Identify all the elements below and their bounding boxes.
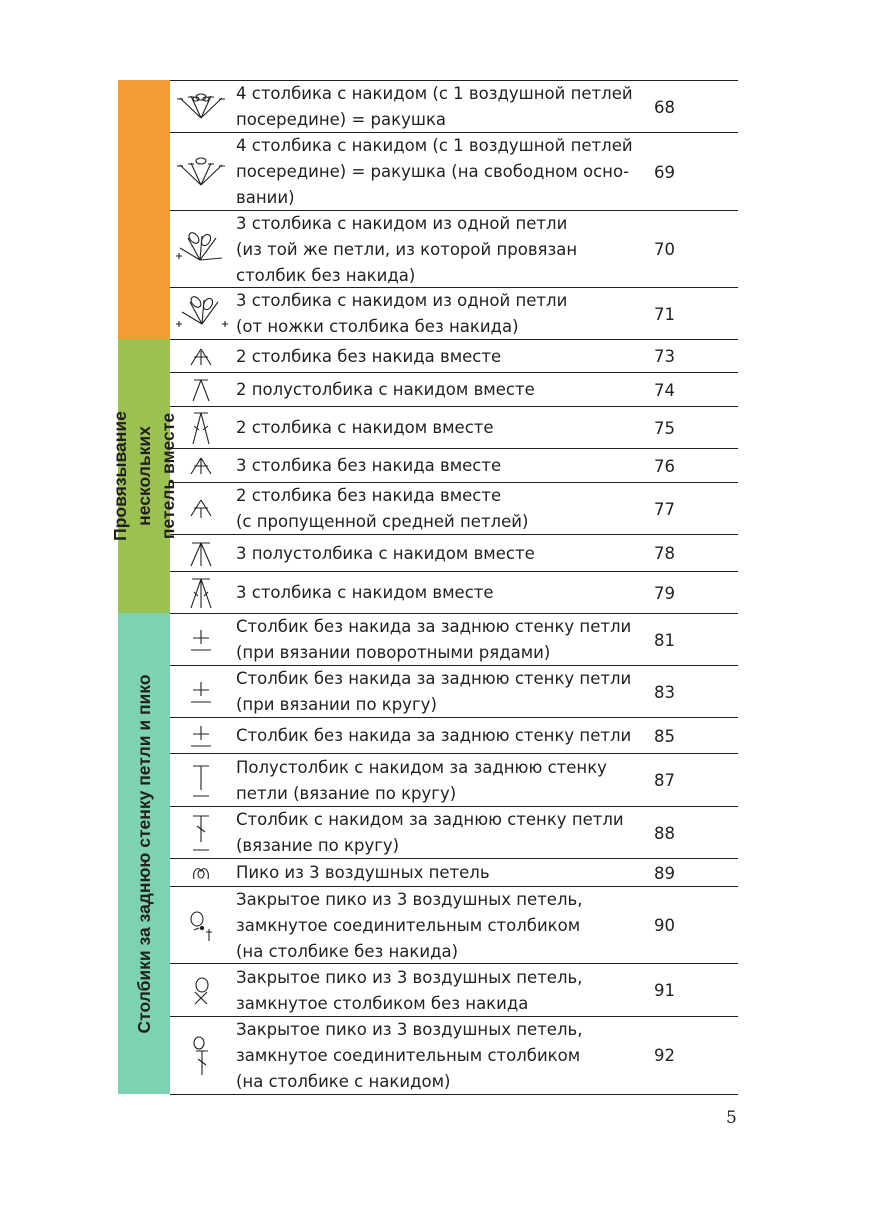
section-back-loop-picot — [118, 613, 170, 1094]
row-description: 2 столбика без накида вместе — [236, 346, 502, 366]
row-description: 3 столбика без накида вместе — [236, 456, 502, 475]
table-row — [170, 665, 738, 718]
table-row — [170, 571, 738, 614]
row-description: Закрытое пико из 3 воздушных петель, замкнутое столбиком без накида — [236, 967, 583, 1013]
row-page-number: 77 — [654, 499, 675, 519]
dc2tog-icon — [170, 407, 232, 449]
row-description: Столбик без накида за заднюю стенку петли (при вязании поворотными рядами) — [236, 617, 632, 662]
dc-blo-icon — [170, 807, 232, 859]
closed-picot-slst-icon — [170, 887, 232, 964]
row-description: Столбик с накидом за заднюю стенку петли (вязание по кругу) — [236, 810, 624, 855]
table-row — [170, 806, 738, 859]
table-row — [170, 753, 738, 807]
row-page-number: 92 — [654, 1046, 675, 1065]
row-page-number: 85 — [654, 726, 675, 746]
table-row — [170, 613, 738, 666]
hdc2tog-icon — [170, 373, 232, 407]
table-row — [170, 339, 738, 373]
row-description: Закрытое пико из 3 воздушных петель, замкнутое соединительным столбиком (на столбике без накида) — [236, 889, 583, 961]
table-row — [170, 1016, 738, 1095]
row-description: 3 столбика с накидом из одной петли (от ножки столбика без накида) — [236, 291, 568, 336]
table-row — [170, 482, 738, 535]
row-description: 2 полустолбика с накидом вместе — [236, 380, 535, 399]
hdc3tog-icon — [170, 535, 232, 572]
table-row — [170, 80, 738, 133]
row-page-number: 78 — [654, 544, 675, 563]
shell-4-dc-open-icon — [170, 133, 232, 211]
table-row — [170, 372, 738, 407]
sc-blo-plain-icon — [170, 718, 232, 754]
table-row — [170, 287, 738, 340]
table-row — [170, 406, 738, 449]
table-row — [170, 886, 738, 964]
section-label-back-loop-picot: Столбики за заднюю стенку петли и пико — [134, 673, 154, 1034]
table-row — [170, 132, 738, 211]
row-page-number: 69 — [654, 162, 675, 182]
section-decreases — [110, 339, 178, 613]
hdc-blo-icon — [170, 754, 232, 807]
row-page-number: 83 — [654, 682, 675, 702]
table-row — [170, 534, 738, 572]
row-page-number: 68 — [654, 97, 675, 117]
sc2tog-icon — [170, 340, 232, 373]
row-page-number: 79 — [654, 583, 675, 603]
row-page-number: 88 — [654, 823, 675, 843]
section-label-decreases: Провязывание нескольких петель вместе — [110, 411, 178, 541]
row-description: 3 полустолбика с накидом вместе — [236, 543, 535, 563]
table-row — [170, 448, 738, 483]
row-description: 2 столбика без накида вместе (с пропущенной средней петлей) — [236, 486, 529, 531]
row-description: 4 столбика с накидом (с 1 воздушной петлей посередине) = ракушка — [236, 84, 633, 129]
page-number: 5 — [726, 1108, 737, 1128]
row-page-number: 90 — [654, 916, 675, 935]
row-page-number: 76 — [654, 456, 675, 476]
row-page-number: 87 — [654, 771, 675, 790]
row-page-number: 91 — [654, 981, 675, 1000]
row-page-number: 71 — [654, 304, 675, 324]
closed-picot-sc-icon — [170, 964, 232, 1017]
row-page-number: 73 — [654, 347, 675, 366]
table-row — [170, 963, 738, 1017]
row-page-number: 74 — [654, 380, 675, 400]
row-description: Столбик без накида за заднюю стенку петли (при вязании по кругу) — [236, 669, 632, 714]
section-shells — [118, 80, 170, 339]
row-description: Закрытое пико из 3 воздушных петель, замкнутое соединительным столбиком (на столбике с накидом) — [236, 1019, 583, 1091]
three-dc-one-stitch-icon — [170, 211, 232, 288]
row-description: 4 столбика с накидом (с 1 воздушной петлей посередине) = ракушка (на свободном осно- вании) — [236, 136, 633, 207]
row-description: Полустолбик с накидом за заднюю стенку петли (вязание по кругу) — [236, 757, 607, 803]
row-page-number: 70 — [654, 240, 675, 259]
three-dc-stem-icon — [170, 288, 232, 340]
sc2tog-skip-icon — [170, 483, 232, 535]
table-row — [170, 210, 738, 288]
row-description: Пико из 3 воздушных петель — [236, 863, 490, 882]
sc-blo-icon — [170, 614, 232, 666]
row-description: 3 столбика с накидом вместе — [236, 583, 494, 602]
row-page-number: 89 — [654, 863, 675, 883]
row-page-number: 75 — [654, 418, 675, 438]
sc-blo-round-icon — [170, 666, 232, 718]
row-description: 2 столбика с накидом вместе — [236, 418, 494, 437]
shell-4-dc-chain-icon — [170, 81, 232, 133]
dc3tog-icon — [170, 572, 232, 614]
row-description: 3 столбика с накидом из одной петли (из той же петли, из которой провязан столбик без накида) — [236, 213, 578, 285]
sc3tog-icon — [170, 449, 232, 483]
closed-picot-dc-icon — [170, 1017, 232, 1094]
table-row — [170, 717, 738, 754]
picot-icon — [170, 859, 232, 887]
row-description: Столбик без накида за заднюю стенку петли — [236, 726, 632, 745]
table-row — [170, 858, 738, 887]
row-page-number: 81 — [654, 630, 675, 650]
